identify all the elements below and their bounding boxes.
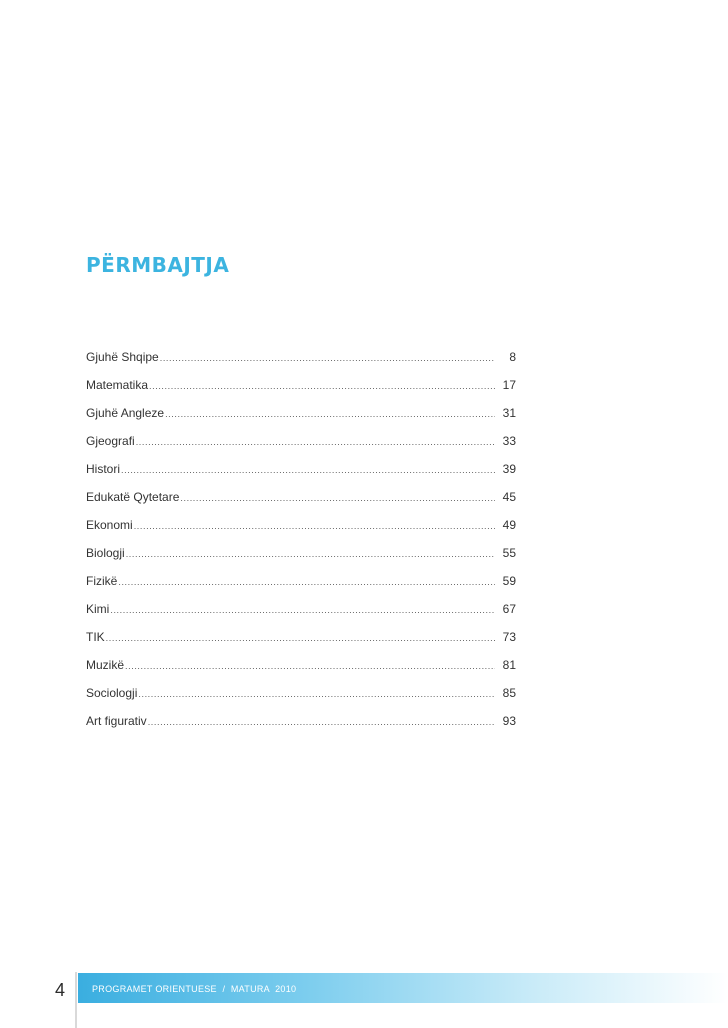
toc-dot-leader: [126, 549, 495, 559]
toc-dot-leader: [125, 661, 495, 671]
toc-entry-page: 59: [502, 574, 516, 588]
toc-dot-leader: [165, 409, 495, 419]
toc-entry: [86, 574, 516, 602]
toc-entry-page: 85: [502, 686, 516, 700]
toc-entry-page: 45: [502, 490, 516, 504]
toc-entry-title: Gjeografi: [86, 434, 135, 448]
toc-dot-leader: [138, 689, 495, 699]
toc-entry-title: Edukatë Qytetare: [86, 490, 180, 504]
toc-dot-leader: [118, 577, 495, 587]
toc-entry-title: Gjuhë Shqipe: [86, 350, 159, 364]
toc-entry-page: 8: [509, 350, 516, 364]
toc-dot-leader: [148, 717, 495, 727]
toc-entry: [86, 714, 516, 742]
toc-entry: [86, 602, 516, 630]
toc-dot-leader: [160, 353, 495, 363]
toc-entry: [86, 434, 516, 462]
toc-entry-title: Histori: [86, 462, 121, 476]
table-of-contents: [86, 350, 516, 742]
toc-entry-title: TIK: [86, 630, 105, 644]
toc-entry: [86, 350, 516, 378]
toc-entry: [86, 378, 516, 406]
toc-entry: [86, 686, 516, 714]
toc-entry-page: 93: [502, 714, 516, 728]
toc-entry-page: 55: [502, 546, 516, 560]
toc-entry-page: 73: [502, 630, 516, 644]
toc-entry-title: Kimi: [86, 602, 110, 616]
toc-dot-leader: [121, 465, 495, 475]
toc-entry-title: Fizikë: [86, 574, 118, 588]
toc-entry: [86, 518, 516, 546]
toc-entry-page: 33: [502, 434, 516, 448]
toc-dot-leader: [149, 381, 495, 391]
toc-entry: [86, 406, 516, 434]
toc-entry-page: 31: [502, 406, 516, 420]
toc-dot-leader: [180, 493, 495, 503]
toc-entry-page: 49: [502, 518, 516, 532]
page-title: PËRMBAJTJA: [86, 253, 230, 277]
toc-entry-page: 67: [502, 602, 516, 616]
toc-entry-page: 81: [502, 658, 516, 672]
toc-entry: [86, 462, 516, 490]
page-number: 4: [55, 980, 66, 1000]
toc-entry-title: Biologji: [86, 546, 125, 560]
page-margin-rule: [75, 972, 77, 1028]
toc-entry-title: Gjuhë Angleze: [86, 406, 165, 420]
toc-entry-title: Sociologji: [86, 686, 138, 700]
toc-entry: [86, 546, 516, 574]
toc-entry-title: Matematika: [86, 378, 149, 392]
toc-entry-title: Muzikë: [86, 658, 125, 672]
toc-dot-leader: [106, 633, 495, 643]
toc-dot-leader: [134, 521, 495, 531]
toc-entry: [86, 490, 516, 518]
toc-dot-leader: [136, 437, 495, 447]
toc-entry-page: 17: [502, 378, 516, 392]
toc-entry-title: Ekonomi: [86, 518, 133, 532]
toc-entry-title: Art figurativ: [86, 714, 147, 728]
toc-entry-page: 39: [502, 462, 516, 476]
toc-entry: [86, 658, 516, 686]
toc-dot-leader: [110, 605, 495, 615]
footer-running-title: PROGRAMET ORIENTUESE / MATURA 2010: [92, 984, 297, 994]
toc-entry: [86, 630, 516, 658]
